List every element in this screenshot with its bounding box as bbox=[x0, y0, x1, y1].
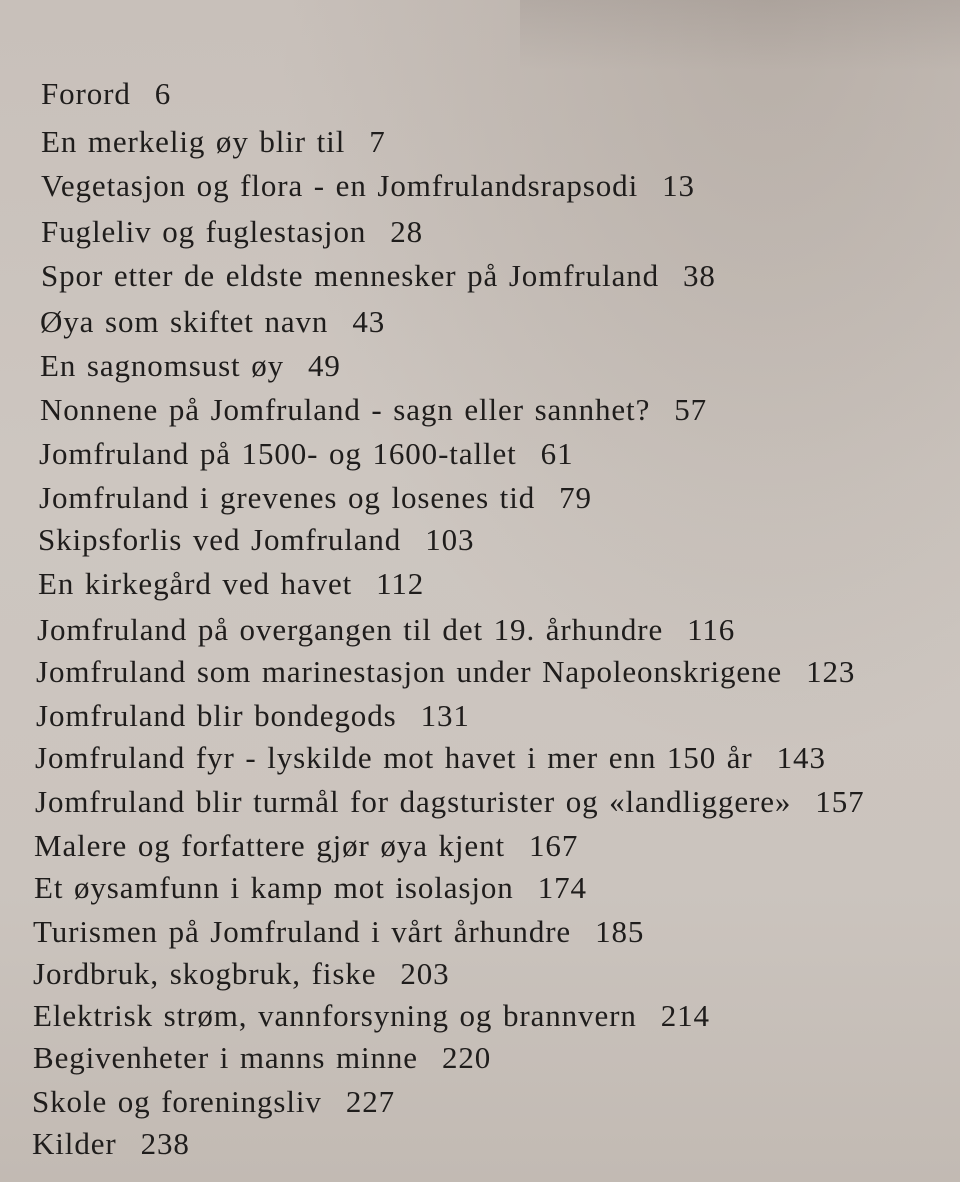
toc-entry-title: Spor etter de eldste mennesker på Jomfruland bbox=[41, 258, 660, 293]
toc-entry-page: 131 bbox=[420, 698, 470, 733]
toc-entry-page: 13 bbox=[662, 168, 695, 203]
toc-entry-page: 238 bbox=[140, 1126, 190, 1161]
toc-entry-title: Kilder bbox=[32, 1126, 117, 1161]
toc-entry-page: 6 bbox=[154, 76, 172, 111]
toc-entry bbox=[33, 958, 450, 989]
toc-entry-title: Jordbruk, skogbruk, fiske bbox=[33, 956, 377, 991]
toc-entry-title: Jomfruland på overgangen til det 19. århundre bbox=[37, 612, 664, 647]
toc-entry-title: Jomfruland fyr - lyskilde mot havet i mer enn 150 år bbox=[35, 740, 753, 775]
toc-entry bbox=[41, 170, 695, 201]
toc-entry bbox=[33, 1042, 491, 1073]
toc-entry-title: En merkelig øy blir til bbox=[41, 124, 346, 159]
toc-entry-page: 38 bbox=[683, 258, 716, 293]
toc-entry bbox=[41, 260, 716, 291]
toc-entry-title: Jomfruland blir bondegods bbox=[36, 698, 397, 733]
toc-entry bbox=[38, 524, 474, 555]
toc-entry-page: 112 bbox=[376, 566, 425, 601]
toc-entry-page: 49 bbox=[308, 348, 341, 383]
toc-entry-page: 167 bbox=[529, 828, 579, 863]
toc-entry-page: 220 bbox=[441, 1040, 492, 1075]
toc-entry-page: 157 bbox=[815, 784, 865, 819]
toc-entry-page: 43 bbox=[352, 304, 386, 339]
toc-entry-title: Turismen på Jomfruland i vårt århundre bbox=[33, 914, 572, 949]
toc-entry bbox=[34, 872, 587, 903]
toc-entry bbox=[35, 786, 865, 817]
toc-entry bbox=[35, 742, 826, 773]
toc-entry bbox=[36, 700, 470, 731]
toc-entry bbox=[36, 656, 855, 687]
toc-entry bbox=[40, 394, 707, 425]
toc-entry-title: Et øysamfunn i kamp mot isolasjon bbox=[34, 870, 514, 905]
toc-entry bbox=[38, 568, 424, 599]
toc-entry bbox=[32, 1128, 190, 1159]
toc-entry-page: 103 bbox=[425, 522, 475, 557]
toc-entry-title: Øya som skiftet navn bbox=[40, 304, 329, 339]
toc-entry-title: Malere og forfattere gjør øya kjent bbox=[34, 828, 506, 863]
toc-entry-title: Jomfruland som marinestasjon under Napoleonskrigene bbox=[36, 654, 783, 689]
toc-entry bbox=[33, 1000, 710, 1031]
toc-entry-title: Forord bbox=[41, 76, 131, 111]
toc-entry-title: En kirkegård ved havet bbox=[38, 566, 353, 601]
toc-entry bbox=[41, 126, 386, 157]
toc-entry-title: Elektrisk strøm, vannforsyning og brannvern bbox=[33, 998, 637, 1033]
toc-entry-title: Vegetasjon og flora - en Jomfrulandsrapsodi bbox=[41, 168, 639, 203]
toc-entry bbox=[39, 482, 592, 513]
toc-entry-page: 79 bbox=[559, 480, 592, 515]
toc-entry-title: Nonnene på Jomfruland - sagn eller sannhet? bbox=[40, 392, 651, 427]
toc-entry-page: 185 bbox=[595, 914, 645, 949]
toc-entry-title: Jomfruland blir turmål for dagsturister og «landliggere» bbox=[35, 784, 792, 819]
toc-entry-title: En sagnomsust øy bbox=[40, 348, 285, 383]
toc-entry bbox=[37, 614, 735, 645]
toc-entry-page: 143 bbox=[776, 740, 826, 775]
toc-entry bbox=[32, 1086, 395, 1117]
toc-entry-title: Skipsforlis ved Jomfruland bbox=[38, 522, 402, 557]
toc-entry-page: 28 bbox=[390, 214, 424, 249]
toc-entry bbox=[40, 350, 341, 381]
toc-entry bbox=[41, 78, 171, 109]
toc-entry-title: Skole og foreningsliv bbox=[32, 1084, 322, 1119]
toc-entry-page: 174 bbox=[537, 870, 587, 905]
toc-entry-page: 203 bbox=[400, 956, 450, 991]
toc-entry-title: Begivenheter i manns minne bbox=[33, 1040, 418, 1075]
toc-entry bbox=[39, 438, 573, 469]
toc-entry-title: Jomfruland i grevenes og losenes tid bbox=[39, 480, 536, 515]
toc-entry-page: 214 bbox=[660, 998, 710, 1033]
toc-entry-title: Fugleliv og fuglestasjon bbox=[41, 214, 367, 249]
toc-entry-page: 61 bbox=[540, 436, 574, 471]
toc-entry bbox=[33, 916, 644, 947]
toc-entry-page: 116 bbox=[687, 612, 736, 647]
toc-entry-page: 7 bbox=[369, 124, 386, 159]
toc-entry bbox=[41, 216, 423, 247]
toc-entry bbox=[34, 830, 578, 861]
toc-entry-page: 123 bbox=[806, 654, 856, 689]
toc-entry bbox=[40, 306, 385, 337]
toc-entry-page: 57 bbox=[674, 392, 708, 427]
toc-entry-page: 227 bbox=[345, 1084, 396, 1119]
toc-entry-title: Jomfruland på 1500- og 1600-tallet bbox=[39, 436, 517, 471]
